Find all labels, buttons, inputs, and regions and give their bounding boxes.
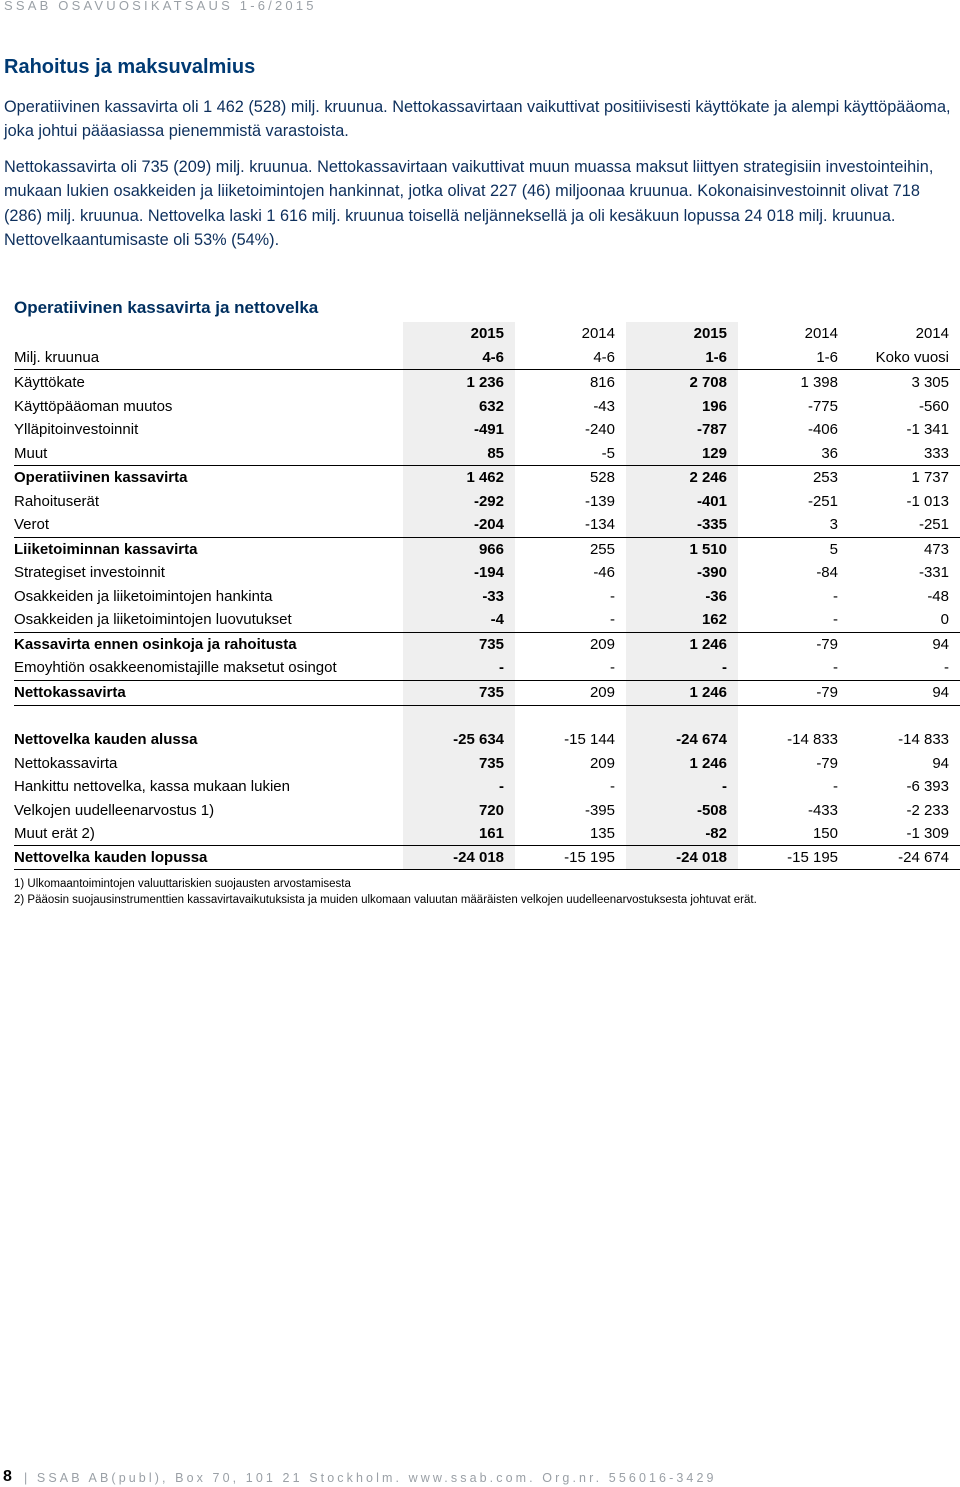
cell: - [610, 588, 615, 605]
cell: 94 [932, 755, 949, 772]
row-label: Osakkeiden ja liiketoimintojen luovutukset [14, 611, 292, 628]
cell: - [499, 659, 504, 676]
cell: 735 [478, 636, 504, 653]
header-period: 4-6 [482, 349, 504, 366]
cell: -15 195 [564, 849, 615, 866]
cell: 735 [478, 755, 504, 772]
footer-address: | SSAB AB(publ), Box 70, 101 21 Stockholm. www.ssab.com. Org.nr. 556016-3429 [24, 1471, 717, 1485]
table-row [14, 418, 960, 442]
table-row [14, 608, 960, 632]
cell: 473 [923, 541, 949, 558]
cell: -2 233 [906, 802, 949, 819]
cell: -24 018 [453, 849, 504, 866]
cell: -292 [473, 493, 504, 510]
table-row [14, 585, 960, 609]
cell: -401 [696, 493, 727, 510]
row-label: Strategiset investoinnit [14, 564, 165, 581]
running-header: SSAB OSAVUOSIKATSAUS 1-6/2015 [4, 0, 317, 13]
cell: -5 [601, 445, 615, 462]
cell: 209 [589, 755, 615, 772]
cell: -82 [705, 825, 727, 842]
table-row-subtotal [14, 466, 960, 490]
cell: -36 [705, 588, 727, 605]
cell: 3 [829, 516, 838, 533]
table-rule [14, 705, 960, 706]
row-label: Hankittu nettovelka, kassa mukaan lukien [14, 778, 290, 795]
cell: -48 [927, 588, 949, 605]
table-rule [14, 369, 960, 370]
cell: -4 [490, 611, 504, 628]
cell: -24 018 [676, 849, 727, 866]
cell: 1 246 [689, 755, 727, 772]
cell: -1 341 [906, 421, 949, 438]
cell: 816 [589, 374, 615, 391]
cell: - [610, 778, 615, 795]
table-row [14, 371, 960, 395]
table-row [14, 561, 960, 585]
footnote: 1) Ulkomaantoimintojen valuuttariskien suojausten arvostamisesta [14, 878, 351, 890]
cell: - [499, 778, 504, 795]
cell: -194 [473, 564, 504, 581]
cell: 528 [589, 469, 615, 486]
table-header-years [14, 322, 960, 346]
cell: 1 246 [689, 684, 727, 701]
cell: -240 [584, 421, 615, 438]
cell: -491 [473, 421, 504, 438]
cell: -79 [816, 636, 838, 653]
cell: -1 309 [906, 825, 949, 842]
row-label: Emoyhtiön osakkeenomistajille maksetut osingot [14, 659, 337, 676]
cell: -43 [593, 398, 615, 415]
table-row [14, 752, 960, 776]
cell: 333 [923, 445, 949, 462]
row-label: Nettokassavirta [14, 755, 118, 772]
table-row-total [14, 846, 960, 870]
row-label: Kassavirta ennen osinkoja ja rahoitusta [14, 636, 297, 653]
row-label: Nettovelka kauden lopussa [14, 849, 208, 866]
table-row [14, 513, 960, 537]
cell: 1 737 [911, 469, 949, 486]
table-rule [14, 869, 960, 870]
table-row-subtotal [14, 633, 960, 657]
cell: -395 [584, 802, 615, 819]
row-label: Nettokassavirta [14, 684, 126, 701]
table-row [14, 490, 960, 514]
header-year: 2015 [470, 325, 504, 342]
cell: 720 [478, 802, 504, 819]
cell: -139 [584, 493, 615, 510]
cell: 150 [812, 825, 838, 842]
table-title: Operatiivinen kassavirta ja nettovelka [14, 298, 319, 317]
cell: 3 305 [911, 374, 949, 391]
unit-label: Milj. kruunua [14, 349, 100, 366]
row-label: Muut erät 2) [14, 825, 95, 842]
cell: -390 [696, 564, 727, 581]
cell: -560 [918, 398, 949, 415]
cell: -204 [473, 516, 504, 533]
cell: -15 195 [787, 849, 838, 866]
cell: 0 [940, 611, 949, 628]
table-row [14, 799, 960, 823]
cell: -84 [816, 564, 838, 581]
cell: - [833, 611, 838, 628]
cell: - [833, 588, 838, 605]
cell: 1 462 [466, 469, 504, 486]
cell: 735 [478, 684, 504, 701]
cell: -787 [696, 421, 727, 438]
row-label: Nettovelka kauden alussa [14, 731, 198, 748]
table-header-periods [14, 346, 960, 370]
cell: -406 [807, 421, 838, 438]
table-row [14, 775, 960, 799]
cell: -775 [807, 398, 838, 415]
cell: - [722, 778, 727, 795]
cell: 36 [821, 445, 838, 462]
table-row [14, 395, 960, 419]
table-row-total [14, 681, 960, 705]
cell: 161 [478, 825, 504, 842]
cell: - [722, 659, 727, 676]
row-label: Muut [14, 445, 48, 462]
cell: 966 [478, 541, 504, 558]
row-label: Liiketoiminnan kassavirta [14, 541, 198, 558]
header-year: 2014 [804, 325, 838, 342]
header-year: 2014 [915, 325, 949, 342]
table-row [14, 822, 960, 846]
table-row [14, 442, 960, 466]
cell: 1 246 [689, 636, 727, 653]
cell: -25 634 [453, 731, 504, 748]
cell: 94 [932, 684, 949, 701]
cell: -14 833 [787, 731, 838, 748]
cell: -508 [696, 802, 727, 819]
row-label: Verot [14, 516, 50, 533]
header-period: Koko vuosi [875, 349, 949, 366]
cell: 2 708 [689, 374, 727, 391]
section-heading: Rahoitus ja maksuvalmius [4, 56, 256, 78]
cell: -335 [696, 516, 727, 533]
cell: -79 [816, 684, 838, 701]
cell: 135 [589, 825, 615, 842]
cell: -433 [807, 802, 838, 819]
row-label: Osakkeiden ja liiketoimintojen hankinta [14, 588, 273, 605]
row-label: Operatiivinen kassavirta [14, 469, 188, 486]
row-label: Ylläpitoinvestoinnit [14, 421, 139, 438]
header-period: 4-6 [593, 349, 615, 366]
paragraph-operating-cash-flow: Operatiivinen kassavirta oli 1 462 (528) milj. kruunua. Nettokassavirtaan vaikuttivat positiivisesti käyttökate ja alempi käyttöpääoma, joka johtui pääasiassa pienemmistä varastoista. [4, 98, 951, 141]
header-period: 1-6 [705, 349, 727, 366]
cell: -24 674 [676, 731, 727, 748]
cell: -1 013 [906, 493, 949, 510]
table-row-subtotal [14, 538, 960, 562]
cell: 129 [701, 445, 727, 462]
cell: 1 398 [800, 374, 838, 391]
paragraph-net-cash-flow: Nettokassavirta oli 735 (209) milj. kruunua. Nettokassavirtaan vaikuttivat muun muassa maksut liittyen strategisiin investointeihin, mukaan lukien osakkeiden ja liiketoimintojen hankinnat, jotka olivat 227 (46) miljoonaa kruunua. Kokonaisinvestoinnit olivat 718 (286) milj. kruunua. Nettovelka laski 1 616 milj. kruunua toisellä neljänneksellä ja oli kesäkuun lopussa 24 018 milj. kruunua. Nettovelkaantumisaste oli 53% (54%). [4, 158, 934, 250]
page-number: 8 [3, 1468, 12, 1485]
cell: 253 [812, 469, 838, 486]
cell: 632 [478, 398, 504, 415]
cell: -251 [807, 493, 838, 510]
cell: 85 [487, 445, 504, 462]
table-row-subtotal [14, 728, 960, 752]
row-label: Velkojen uudelleenarvostus 1) [14, 802, 215, 819]
cell: 1 510 [689, 541, 727, 558]
cell: 5 [829, 541, 838, 558]
cell: - [944, 659, 949, 676]
cell: 94 [932, 636, 949, 653]
cell: -331 [918, 564, 949, 581]
cell: 209 [589, 636, 615, 653]
cell: - [833, 659, 838, 676]
cell: -46 [593, 564, 615, 581]
cell: 196 [701, 398, 727, 415]
cell: 2 246 [689, 469, 727, 486]
cell: 1 236 [466, 374, 504, 391]
row-label: Rahoituserät [14, 493, 100, 510]
header-period: 1-6 [816, 349, 838, 366]
cell: -251 [918, 516, 949, 533]
cell: -79 [816, 755, 838, 772]
cell: -14 833 [898, 731, 949, 748]
cell: - [833, 778, 838, 795]
cell: 255 [589, 541, 615, 558]
cell: 209 [589, 684, 615, 701]
header-year: 2014 [581, 325, 615, 342]
header-year: 2015 [693, 325, 727, 342]
cell: -6 393 [906, 778, 949, 795]
cell: 162 [701, 611, 727, 628]
cell: - [610, 611, 615, 628]
cell: -24 674 [898, 849, 949, 866]
footnote: 2) Pääosin suojausinstrumenttien kassavirtavaikutuksista ja muiden ulkomaan valuutan määräisten velkojen uudelleenarvostuksesta johtuvat erät. [14, 894, 757, 906]
cell: -15 144 [564, 731, 615, 748]
cell: -33 [482, 588, 504, 605]
cell: -134 [584, 516, 615, 533]
cell: - [610, 659, 615, 676]
row-label: Käyttöpääoman muutos [14, 398, 173, 415]
table-row [14, 656, 960, 680]
row-label: Käyttökate [14, 374, 85, 391]
